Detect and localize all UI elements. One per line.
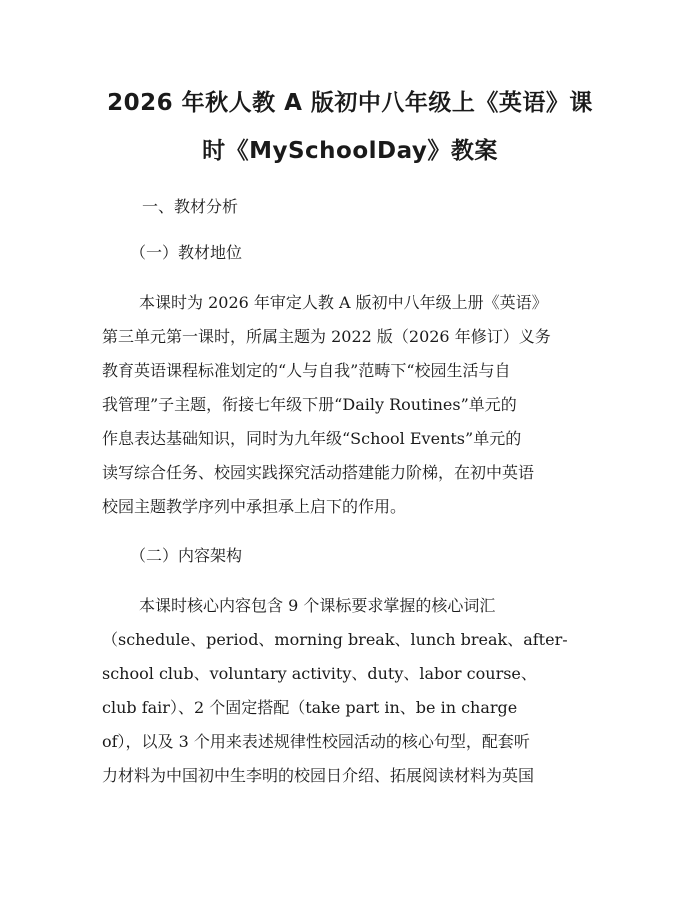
subsection-heading-content-structure: （二）内容架构: [130, 546, 243, 565]
paragraph-line: 第三单元第一课时，所属主题为 2022 版（2026 年修订）义务: [102, 327, 551, 346]
paragraph-line: 力材料为中国初中生李明的校园日介绍、拓展阅读材料为英国: [102, 766, 535, 785]
document-title-line-2: 时《MySchoolDay》教案: [202, 138, 498, 164]
section-heading-textbook-analysis: 一、教材分析: [142, 197, 239, 216]
subsection-heading-textbook-position: （一）教材地位: [130, 243, 243, 262]
paragraph-line: 作息表达基础知识，同时为九年级“School Events”单元的: [102, 429, 522, 448]
paragraph-line: of），以及 3 个用来表述规律性校园活动的核心句型，配套听: [102, 732, 530, 751]
paragraph-line: school club、voluntary activity、duty、labor course、: [102, 664, 537, 683]
document-title-line-1: 2026 年秋人教 A 版初中八年级上《英语》课: [107, 90, 593, 116]
paragraph-line: 教育英语课程标准划定的“人与自我”范畴下“校园生活与自: [102, 361, 511, 380]
paragraph-line: 本课时为 2026 年审定人教 A 版初中八年级上册《英语》: [139, 293, 548, 312]
paragraph-line: 读写综合任务、校园实践探究活动搭建能力阶梯，在初中英语: [102, 463, 535, 482]
paragraph-line: club fair）、2 个固定搭配（take part in、be in charge: [102, 698, 518, 717]
paragraph-content-structure: [102, 589, 622, 793]
paragraph-line: 我管理”子主题，衔接七年级下册“Daily Routines”单元的: [102, 395, 517, 414]
paragraph-textbook-position: [102, 286, 622, 524]
paragraph-line: （schedule、period、morning break、lunch break、after-: [102, 630, 568, 649]
paragraph-line: 本课时核心内容包含 9 个课标要求掌握的核心词汇: [139, 596, 496, 615]
paragraph-line: 校园主题教学序列中承担承上启下的作用。: [102, 497, 407, 516]
